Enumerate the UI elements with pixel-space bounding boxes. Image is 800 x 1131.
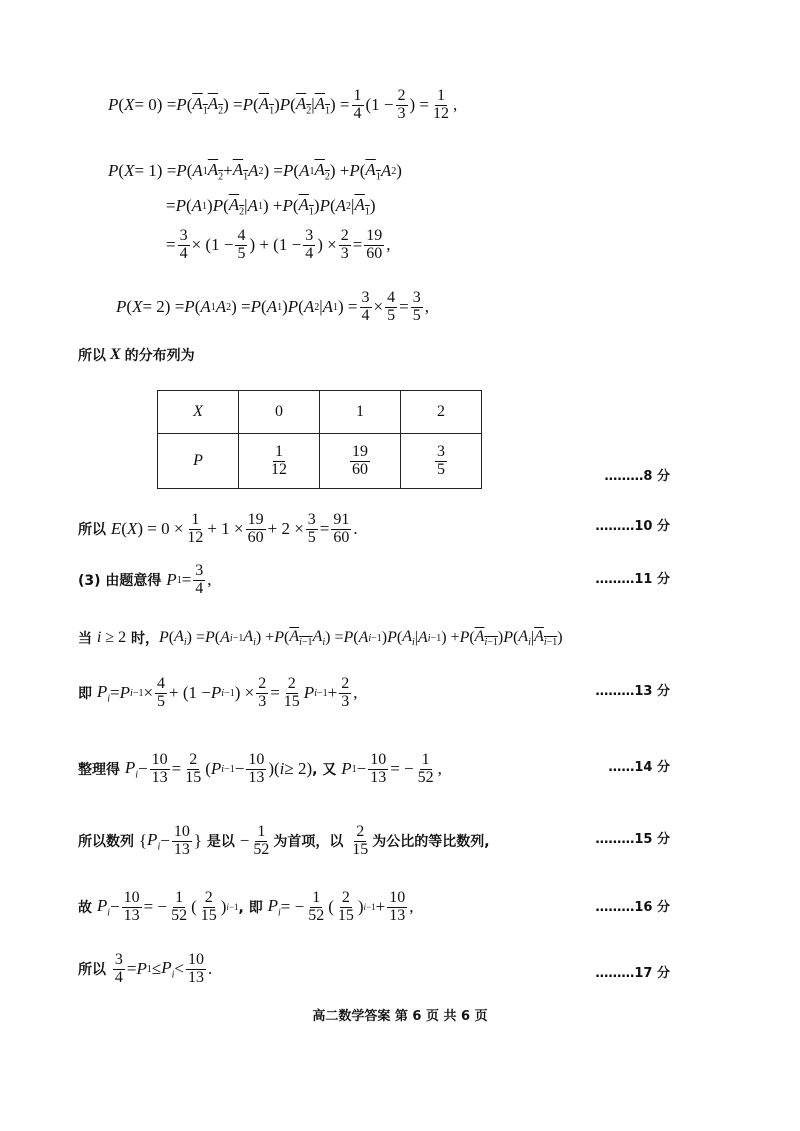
dist-intro: 所以 X 的分布列为: [78, 346, 195, 364]
eq-general-term: 故 $P_i$ − $\frac{10}{13}$ = − $\frac{1}{52}$ ( $\frac{2}{15}$ ) i−1 , 即 $P_i$ = − $\frac{1}{52}$ ( $\frac{2}{15}$ ) i−1 + $\frac{10}{13}$ ,: [78, 889, 414, 924]
page-footer: 高二数学答案 第 6 页 共 6 页: [312, 1009, 488, 1024]
frac-num: 19: [352, 442, 368, 460]
eq-total-probability: 当 i ≥ 2 时， P ( $A_i$ ) = P ( A i−1 $A_i$ ) + P ( $A_{i-1}$ $A_i$ ) = P ( A i−1 ) P ( $A_i$ | A i−1 ) + P ( $A_{i-1}$ ) P ( $A_i$ | $A_{i-1}$ ): [78, 628, 563, 649]
eq-conclusion: 所以 $\frac{3}{4}$ = P 1 ≤ $P_i$ < $\frac{10}{13}$ .: [78, 951, 213, 986]
score-8: ………8 分: [604, 469, 670, 484]
eq-px0: P ( X = 0) = P ( $A_1$ $A_2$ ) = P ( $A_1$ ) P ( $A_2$ | $A_1$ ) = $\frac{1}{4}$ (1 − $\frac{2}{3}$ ) = $\frac{1}{12}$ ,: [108, 87, 458, 122]
eq-rearranged: 整理得 $P_i$ − $\frac{10}{13}$ = $\frac{2}{15}$ ( P i−1 − $\frac{10}{13}$ )( i ≥ 2) , 又 P 1 − $\frac{10}{13}$ = − $\frac{1}{52}$ ,: [78, 751, 442, 786]
score-13: ………13 分: [595, 684, 670, 699]
table-header-row: [158, 391, 482, 434]
frac-den: 5: [437, 460, 445, 478]
eq-expectation: 所以 E ( X ) = 0 × $\frac{1}{12}$ + 1 × $\frac{19}{60}$ + 2 × $\frac{3}{5}$ = $\frac{91}{60}$ .: [78, 511, 358, 546]
table-cell: [239, 434, 320, 489]
frac-den: 60: [352, 460, 368, 478]
eq-geometric: 所以数列 { $P_i$ − $\frac{10}{13}$ } 是以 − $\frac{1}{52}$ 为首项，以 $\frac{2}{15}$ 为公比的等比数列,: [78, 823, 490, 858]
score-17: ………17 分: [595, 966, 670, 981]
table-row-label: P: [158, 434, 239, 489]
table-header-cell: 1: [320, 391, 401, 434]
score-16: ………16 分: [595, 900, 670, 915]
table-header-cell: 2: [401, 391, 482, 434]
eq-p1: (3) 由题意得 P 1 = $\frac{3}{4}$ ,: [78, 562, 212, 597]
eq-px1-step3: = $\frac{3}{4}$ × (1 − $\frac{4}{5}$ ) + (1 − $\frac{3}{4}$ ) × $\frac{2}{3}$ = $\frac{19}{60}$ ,: [166, 227, 391, 262]
score-11: ………11 分: [595, 572, 670, 587]
table-prob-row: [158, 434, 482, 489]
distribution-table: [157, 390, 482, 489]
table-cell: [320, 434, 401, 489]
frac-num: 3: [437, 442, 445, 460]
score-14: ……14 分: [608, 760, 670, 775]
eq-px1: P ( X = 1) = P ( A 1 $A_2$ + $A_1$ A 2 ) = P ( A 1 $A_2$ ) + P ( $A_1$ A 2 ): [108, 160, 402, 183]
frac-den: 12: [271, 460, 287, 478]
eq-px2: P ( X = 2) = P ( A 1 A 2 ) = P ( A 1 ) P ( A 2 | A 1 ) = $\frac{3}{4}$ × $\frac{4}{5}$ = $\frac{3}{5}$ ,: [116, 289, 429, 324]
score-10: ………10 分: [595, 519, 670, 534]
table-header-cell: 0: [239, 391, 320, 434]
frac-num: 1: [275, 442, 283, 460]
eq-px1-step2: = P ( A 1 ) P ( $A_2$ | A 1 ) + P ( $A_1$ ) P ( A 2 | $A_1$ ): [166, 195, 376, 218]
table-header-cell: X: [158, 391, 239, 434]
eq-recurrence: 即 $P_i$ = P i−1 × $\frac{4}{5}$ + (1 − P i−1 ) × $\frac{2}{3}$ = $\frac{2}{15}$ P i−1 + $\frac{2}{3}$ ,: [78, 675, 358, 710]
score-15: ………15 分: [595, 832, 670, 847]
table-cell: [401, 434, 482, 489]
